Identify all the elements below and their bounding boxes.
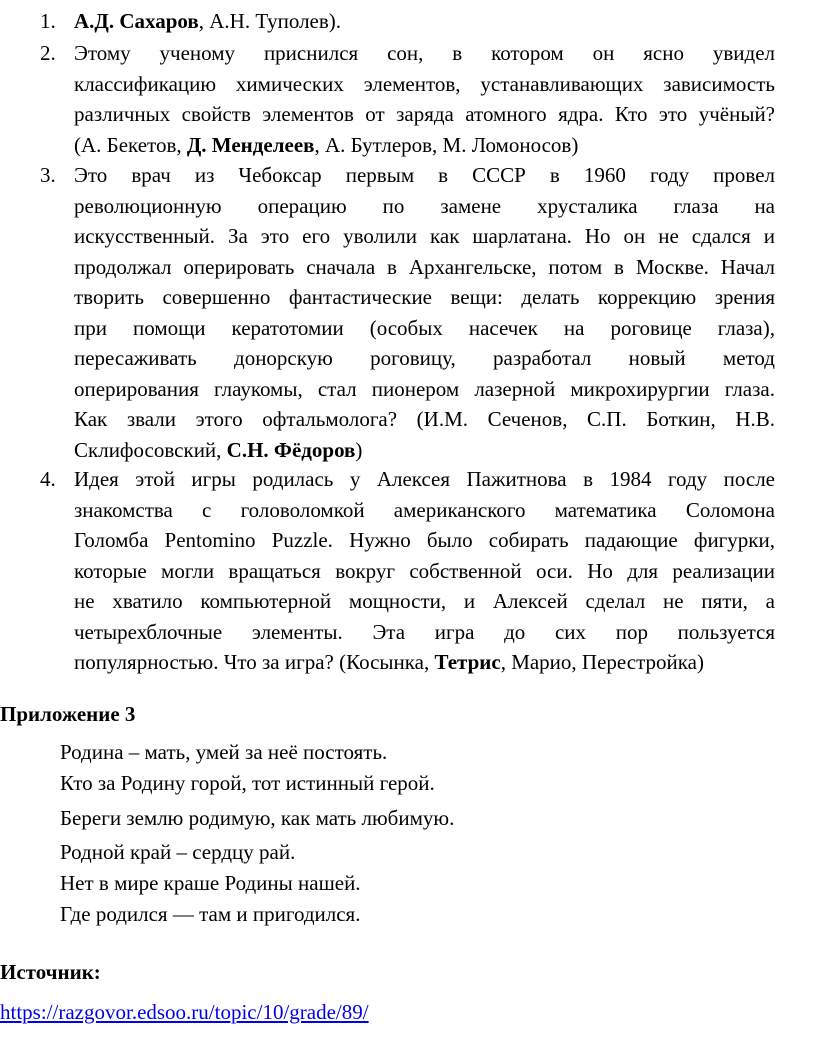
source-heading: Источник: bbox=[0, 960, 101, 984]
text-segment: классификацию химических элементов, устанавливающих зависимость bbox=[74, 71, 775, 96]
text-segment: ) bbox=[355, 437, 363, 462]
text-segment: при помощи кератотомии (особых насечек на роговице глаза), bbox=[74, 315, 775, 340]
text-segment: которые могли вращаться вокруг собственной оси. Но для реализации bbox=[74, 558, 775, 583]
text-segment: творить совершенно фантастические вещи: делать коррекцию зрения bbox=[74, 285, 775, 309]
saying-line: Нет в мире краше Родины нашей. bbox=[60, 871, 361, 895]
saying-line: Родина – мать, умей за неё постоять. bbox=[60, 740, 388, 764]
text-line bbox=[74, 343, 775, 374]
question-item bbox=[40, 464, 775, 678]
text-segment: различных свойств элементов от заряда атомного ядра. Кто это учёный? bbox=[74, 102, 775, 126]
item-text bbox=[74, 160, 775, 465]
text-segment: Этому ученому приснился сон, в котором он ясно увидел bbox=[74, 41, 775, 65]
answer-highlight: Д. Менделеев bbox=[186, 132, 315, 157]
saying-line: Где родился — там и пригодился. bbox=[60, 902, 361, 926]
text-segment: оперирования глаукомы, стал пионером лазерной микрохирургии глаза. bbox=[74, 376, 775, 401]
text-line bbox=[74, 647, 775, 678]
text-segment: Склифосовский, bbox=[74, 437, 227, 462]
item-text bbox=[74, 6, 775, 37]
answer-highlight: С.Н. Фёдоров bbox=[226, 437, 356, 462]
text-line bbox=[74, 495, 775, 526]
text-line bbox=[74, 99, 775, 130]
text-segment: не хватило компьютерной мощности, и Алексей сделал не пяти, а bbox=[74, 589, 775, 613]
answer-highlight: Тетрис bbox=[434, 650, 501, 674]
item-number: 4. bbox=[40, 467, 56, 491]
text-line bbox=[74, 252, 775, 283]
item-text bbox=[74, 464, 775, 678]
text-segment: Голомба Pentomino Puzzle. Нужно было собирать падающие фигурки, bbox=[74, 528, 775, 552]
text-segment: продолжал оперировать сначала в Архангельске, потом в Москве. Начал bbox=[74, 254, 775, 279]
question-item bbox=[40, 160, 775, 465]
item-number: 2. bbox=[40, 41, 56, 65]
text-line bbox=[74, 69, 775, 100]
text-line bbox=[74, 617, 775, 648]
text-segment: искусственный. За это его уволили как шарлатана. Но он не сдался и bbox=[74, 224, 775, 248]
text-segment: , Марио, Перестройка) bbox=[500, 650, 704, 674]
text-line bbox=[74, 282, 775, 313]
text-line bbox=[74, 6, 775, 37]
text-line bbox=[74, 221, 775, 252]
item-number: 1. bbox=[40, 9, 56, 33]
appendix-heading: Приложение 3 bbox=[0, 702, 136, 726]
text-line bbox=[74, 374, 775, 405]
item-number: 3. bbox=[40, 163, 56, 187]
saying-line: Кто за Родину горой, тот истинный герой. bbox=[60, 771, 435, 795]
text-segment: четырехблочные элементы. Эта игра до сих пор пользуется bbox=[74, 619, 775, 644]
text-line bbox=[74, 160, 775, 191]
text-line bbox=[74, 464, 775, 495]
text-segment: пересаживать донорскую роговицу, разработал новый метод bbox=[74, 346, 775, 370]
question-item bbox=[40, 6, 775, 37]
text-segment: знакомства с головоломкой американского математика Соломона bbox=[74, 497, 775, 522]
text-segment: (А. Бекетов, bbox=[74, 132, 187, 157]
text-line bbox=[74, 525, 775, 556]
text-line bbox=[74, 435, 775, 466]
saying-line: Береги землю родимую, как мать любимую. bbox=[60, 806, 455, 830]
answer-highlight: А.Д. Сахаров bbox=[74, 9, 199, 33]
text-line bbox=[74, 38, 775, 69]
text-line bbox=[74, 586, 775, 617]
text-segment: популярностью. Что за игра? (Косынка, bbox=[74, 650, 435, 674]
text-line bbox=[74, 313, 775, 344]
text-line bbox=[74, 556, 775, 587]
saying-line: Родной край – сердцу рай. bbox=[60, 840, 296, 864]
text-segment: Как звали этого офтальмолога? (И.М. Сеченов, С.П. Боткин, Н.В. bbox=[74, 407, 775, 431]
text-segment: Это врач из Чебоксар первым в СССР в 1960 году провел bbox=[74, 163, 775, 187]
text-line bbox=[74, 404, 775, 435]
text-segment: революционную операцию по замене хрусталика глаза на bbox=[74, 193, 775, 218]
text-line bbox=[74, 130, 775, 161]
text-line bbox=[74, 191, 775, 222]
item-text bbox=[74, 38, 775, 160]
source-link[interactable]: https://razgovor.edsoo.ru/topic/10/grade/89/ bbox=[0, 1000, 369, 1024]
text-segment: Идея этой игры родилась у Алексея Пажитнова в 1984 году после bbox=[74, 467, 775, 491]
text-segment: , А. Бутлеров, М. Ломоносов) bbox=[314, 132, 579, 157]
text-segment: , А.Н. Туполев). bbox=[198, 9, 342, 33]
question-item bbox=[40, 38, 775, 160]
